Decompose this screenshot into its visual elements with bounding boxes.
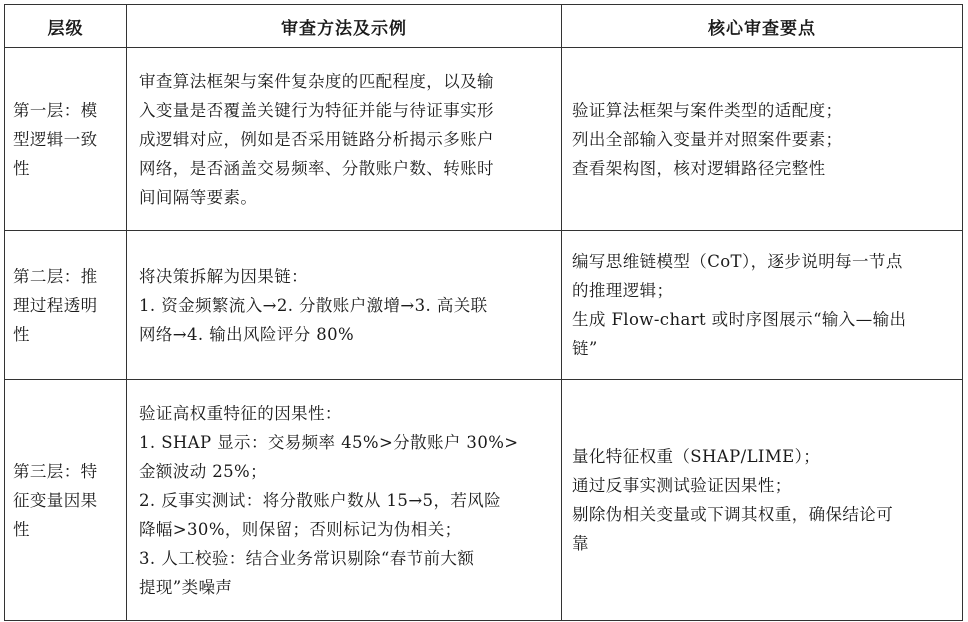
review-levels-table [4, 4, 963, 621]
method-line: 降幅>30%，则保留；否则标记为伪相关； [139, 519, 462, 539]
level-cell [5, 231, 127, 380]
level-line: 性 [13, 158, 30, 178]
method-line: 验证高权重特征的因果性： [139, 403, 342, 423]
review-table-container [4, 4, 962, 621]
level-line: 第三层：特 [13, 461, 98, 481]
points-line: 列出全部输入变量并对照案件要素； [572, 129, 843, 149]
points-cell [562, 231, 963, 380]
method-line: 将决策拆解为因果链： [139, 266, 308, 286]
level-line: 第二层：推 [13, 266, 98, 286]
method-line: 1. SHAP 显示：交易频率 45%>分散账户 30%> [139, 432, 519, 452]
method-line: 2. 反事实测试：将分散账户数从 15→5，若风险 [139, 490, 502, 510]
method-line: 网络，是否涵盖交易频率、分散账户数、转账时 [139, 158, 494, 178]
method-line: 成逻辑对应，例如是否采用链路分析揭示多账户 [139, 129, 494, 149]
points-line: 通过反事实测试验证因果性； [572, 476, 792, 495]
table-row [5, 231, 963, 380]
method-line: 间间隔等要素。 [139, 187, 258, 207]
level-line: 理过程透明 [13, 295, 98, 315]
method-cell [127, 380, 562, 621]
level-cell [5, 380, 127, 621]
level-line: 性 [13, 324, 30, 344]
points-line: 验证算法框架与案件类型的适配度； [572, 100, 843, 120]
points-line: 编写思维链模型（CoT），逐步说明每一节点 [572, 252, 903, 271]
level-line: 型逻辑一致 [13, 129, 98, 149]
points-cell [562, 380, 963, 621]
method-line: 网络→4. 输出风险评分 80% [139, 324, 355, 344]
level-line: 第一层：模 [13, 100, 98, 120]
level-cell [5, 48, 127, 231]
level-line: 征变量因果 [13, 490, 98, 510]
method-line: 审查算法框架与案件复杂度的匹配程度，以及输 [139, 71, 494, 91]
method-line: 1. 资金频繁流入→2. 分散账户激增→3. 高关联 [139, 295, 488, 315]
points-line: 链” [572, 339, 598, 358]
header-method: 审查方法及示例 [127, 5, 562, 48]
table-row [5, 48, 963, 231]
points-line: 剔除伪相关变量或下调其权重，确保结论可 [572, 505, 894, 524]
points-line: 生成 Flow-chart 或时序图展示“输入—输出 [572, 310, 907, 329]
method-line: 3. 人工校验：结合业务常识剔除“春节前大额 [139, 548, 475, 568]
points-line: 靠 [572, 534, 589, 553]
points-cell [562, 48, 963, 231]
method-line: 金额波动 25%； [139, 461, 268, 481]
points-line: 的推理逻辑； [572, 281, 674, 300]
method-cell [127, 48, 562, 231]
table-header-row [5, 5, 963, 48]
points-line: 量化特征权重（SHAP/LIME）； [572, 447, 821, 466]
level-line: 性 [13, 519, 30, 539]
table-row [5, 380, 963, 621]
header-level: 层级 [5, 5, 127, 48]
method-line: 提现”类噪声 [139, 577, 233, 597]
points-line: 查看架构图，核对逻辑路径完整性 [572, 158, 826, 178]
method-cell [127, 231, 562, 380]
header-points: 核心审查要点 [562, 5, 963, 48]
method-line: 入变量是否覆盖关键行为特征并能与待证事实形 [139, 100, 494, 120]
